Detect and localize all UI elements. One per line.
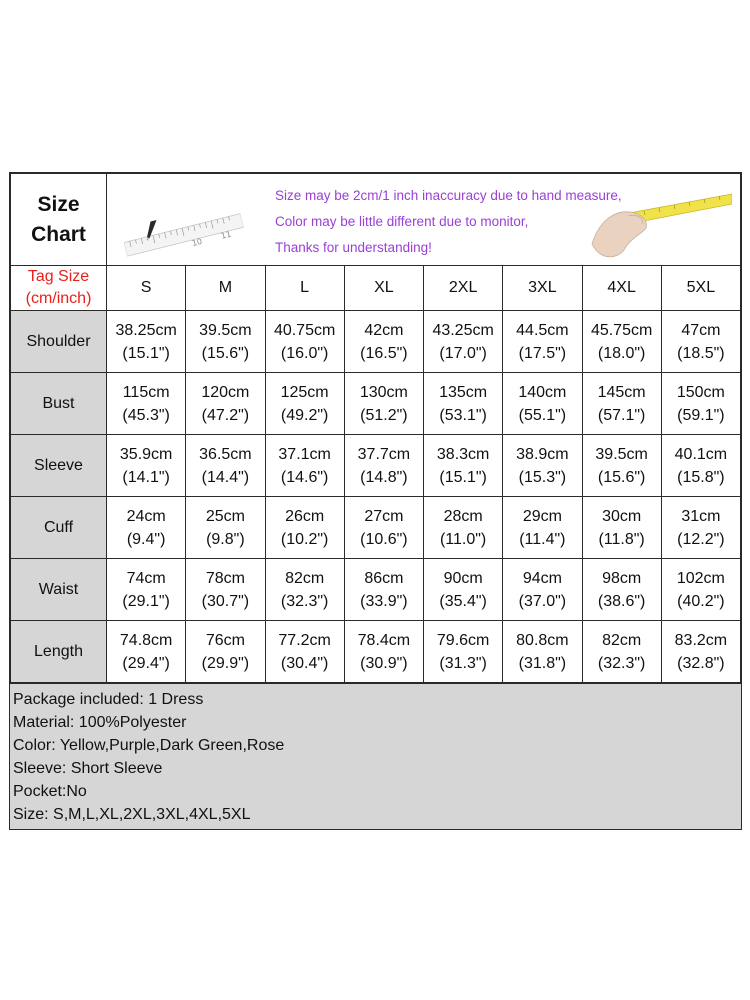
cm-value: 28cm xyxy=(443,507,483,525)
cm-value: 42cm xyxy=(364,321,404,339)
cm-value: 77.2cm xyxy=(278,631,331,649)
measurement-cell xyxy=(344,435,423,497)
info-line: Material: 100%Polyester xyxy=(13,714,187,731)
cm-value: 44.5cm xyxy=(516,321,569,339)
measurement-banner xyxy=(107,174,741,266)
cm-value: 130cm xyxy=(359,383,408,401)
measurement-cell xyxy=(186,559,265,621)
inch-value: (15.6") xyxy=(597,468,646,486)
inch-value: (18.5") xyxy=(677,344,725,362)
tag-size-label xyxy=(11,266,107,311)
row-label-cuff: Cuff xyxy=(11,497,107,559)
inch-value: (14.8") xyxy=(360,468,408,486)
inch-value: (9.8") xyxy=(206,530,245,548)
size-header-m: M xyxy=(186,266,265,311)
cm-value: 80.8cm xyxy=(516,631,569,649)
banner-note-1: Size may be 2cm/1 inch inaccuracy due to hand measure, xyxy=(275,188,622,203)
measurement-cell xyxy=(503,497,582,559)
cm-value: 27cm xyxy=(364,507,404,525)
cm-value: 36.5cm xyxy=(199,445,252,463)
cm-value: 76cm xyxy=(205,631,245,649)
inch-value: (53.1") xyxy=(439,406,487,424)
inch-value: (33.9") xyxy=(360,592,408,610)
cm-value: 45.75cm xyxy=(590,321,653,339)
inch-value: (11.4") xyxy=(519,530,566,548)
inch-value: (47.2") xyxy=(201,406,250,424)
measurement-cell xyxy=(582,373,661,435)
cm-value: 37.1cm xyxy=(278,445,331,463)
measurement-cell xyxy=(265,373,344,435)
inch-value: (31.8") xyxy=(518,654,567,672)
measurement-cell xyxy=(582,435,661,497)
size-header-3xl: 3XL xyxy=(503,266,582,311)
inch-value: (30.4") xyxy=(280,654,329,672)
inch-value: (15.3") xyxy=(518,468,567,486)
cm-value: 38.25cm xyxy=(115,321,177,339)
inch-value: (14.1") xyxy=(122,468,170,486)
size-header-s: S xyxy=(107,266,186,311)
inch-value: (17.5") xyxy=(518,344,567,362)
size-header-xl: XL xyxy=(344,266,423,311)
measurement-cell xyxy=(424,559,503,621)
cm-value: 37.7cm xyxy=(357,445,411,463)
row-label-sleeve: Sleeve xyxy=(11,435,107,497)
measurement-cell xyxy=(582,311,661,373)
cm-value: 140cm xyxy=(518,383,567,401)
cm-value: 82cm xyxy=(285,569,325,587)
measurement-cell xyxy=(265,311,344,373)
table-row xyxy=(11,373,741,435)
measurement-cell xyxy=(582,559,661,621)
row-label-bust: Bust xyxy=(11,373,107,435)
inch-value: (10.2") xyxy=(280,530,329,548)
measurement-cell xyxy=(265,621,344,683)
svg-text:10: 10 xyxy=(190,236,204,249)
cm-value: 29cm xyxy=(522,507,562,525)
cm-value: 74cm xyxy=(126,569,166,587)
inch-value: (29.9") xyxy=(201,654,250,672)
measurement-cell xyxy=(661,373,740,435)
measurement-cell xyxy=(186,497,265,559)
banner-note-3: Thanks for understanding! xyxy=(275,240,432,255)
cm-value: 47cm xyxy=(681,321,721,339)
size-table xyxy=(10,173,741,683)
inch-value: (35.4") xyxy=(439,592,487,610)
info-line: Sleeve: Short Sleeve xyxy=(13,760,163,777)
cm-value: 40.1cm xyxy=(674,445,728,463)
size-header-5xl: 5XL xyxy=(661,266,740,311)
tag-size-line-2: (cm/inch) xyxy=(25,290,92,307)
row-label-length: Length xyxy=(11,621,107,683)
measurement-cell xyxy=(661,621,740,683)
measurement-cell xyxy=(107,559,186,621)
info-line: Package included: 1 Dress xyxy=(13,691,204,708)
inch-value: (12.2") xyxy=(677,530,725,548)
table-row xyxy=(11,497,741,559)
cm-value: 38.3cm xyxy=(436,445,490,463)
size-header-row xyxy=(11,266,741,311)
cm-value: 94cm xyxy=(522,569,562,587)
cm-value: 78cm xyxy=(205,569,245,587)
measurement-cell xyxy=(424,373,503,435)
cm-value: 125cm xyxy=(280,383,329,401)
row-label-waist: Waist xyxy=(11,559,107,621)
inch-value: (10.6") xyxy=(360,530,408,548)
measurement-cell xyxy=(107,497,186,559)
cm-value: 145cm xyxy=(597,383,646,401)
measurement-cell xyxy=(265,435,344,497)
measurement-cell xyxy=(344,373,423,435)
size-chart-title xyxy=(11,174,107,266)
inch-value: (14.6") xyxy=(280,468,329,486)
inch-value: (29.4") xyxy=(122,654,170,672)
cm-value: 74.8cm xyxy=(119,631,173,649)
svg-text:11: 11 xyxy=(220,229,233,241)
measurement-cell xyxy=(265,497,344,559)
info-line: Size: S,M,L,XL,2XL,3XL,4XL,5XL xyxy=(13,806,251,823)
inch-value: (37.0") xyxy=(518,592,567,610)
inch-value: (32.3") xyxy=(280,592,329,610)
cm-value: 26cm xyxy=(285,507,325,525)
inch-value: (45.3") xyxy=(122,406,170,424)
inch-value: (29.1") xyxy=(122,592,170,610)
cm-value: 38.9cm xyxy=(516,445,569,463)
measurement-cell xyxy=(424,497,503,559)
inch-value: (15.6") xyxy=(201,344,250,362)
cm-value: 30cm xyxy=(602,507,642,525)
measurement-cell xyxy=(186,435,265,497)
inch-value: (14.4") xyxy=(201,468,250,486)
inch-value: (11.0") xyxy=(439,530,487,548)
cm-value: 31cm xyxy=(681,507,721,525)
pencil-ruler-icon xyxy=(120,200,245,264)
info-line: Color: Yellow,Purple,Dark Green,Rose xyxy=(13,737,285,754)
inch-value: (11.8") xyxy=(598,530,645,548)
measurement-cell xyxy=(582,497,661,559)
cm-value: 115cm xyxy=(122,383,170,401)
measurement-cell xyxy=(344,559,423,621)
measurement-cell xyxy=(344,311,423,373)
inch-value: (30.9") xyxy=(360,654,408,672)
measurement-cell xyxy=(424,311,503,373)
size-chart-sheet xyxy=(9,172,742,830)
size-header-2xl: 2XL xyxy=(424,266,503,311)
cm-value: 25cm xyxy=(205,507,245,525)
measurement-cell xyxy=(186,621,265,683)
cm-value: 24cm xyxy=(126,507,166,525)
inch-value: (51.2") xyxy=(360,406,408,424)
inch-value: (32.3") xyxy=(597,654,646,672)
measurement-cell xyxy=(503,559,582,621)
cm-value: 40.75cm xyxy=(273,321,336,339)
cm-value: 90cm xyxy=(443,569,483,587)
cm-value: 43.25cm xyxy=(432,321,494,339)
measurement-cell xyxy=(186,311,265,373)
cm-value: 120cm xyxy=(201,383,250,401)
inch-value: (49.2") xyxy=(280,406,329,424)
measurement-cell xyxy=(661,497,740,559)
inch-value: (16.0") xyxy=(280,344,329,362)
inch-value: (17.0") xyxy=(439,344,487,362)
inch-value: (59.1") xyxy=(677,406,725,424)
inch-value: (31.3") xyxy=(439,654,487,672)
cm-value: 82cm xyxy=(602,631,642,649)
inch-value: (9.4") xyxy=(126,530,166,548)
measurement-cell xyxy=(344,497,423,559)
cm-value: 135cm xyxy=(439,383,488,401)
measurement-cell xyxy=(186,373,265,435)
inch-value: (40.2") xyxy=(677,592,725,610)
cm-value: 78.4cm xyxy=(357,631,411,649)
measurement-cell xyxy=(107,621,186,683)
inch-value: (15.8") xyxy=(677,468,725,486)
measurement-cell xyxy=(424,621,503,683)
inch-value: (16.5") xyxy=(360,344,408,362)
row-label-shoulder: Shoulder xyxy=(11,311,107,373)
measurement-cell xyxy=(503,435,582,497)
measurement-cell xyxy=(107,435,186,497)
title-line-1: Size xyxy=(37,192,80,216)
cm-value: 79.6cm xyxy=(436,631,490,649)
cm-value: 102cm xyxy=(676,569,725,587)
inch-value: (18.0") xyxy=(597,344,646,362)
tag-size-line-1: Tag Size xyxy=(27,268,90,285)
size-header-l: L xyxy=(265,266,344,311)
cm-value: 98cm xyxy=(602,569,642,587)
measurement-cell xyxy=(107,373,186,435)
measurement-cell xyxy=(661,435,740,497)
cm-value: 39.5cm xyxy=(199,321,252,339)
cm-value: 39.5cm xyxy=(595,445,648,463)
table-row xyxy=(11,311,741,373)
cm-value: 86cm xyxy=(364,569,404,587)
inch-value: (32.8") xyxy=(677,654,725,672)
measurement-cell xyxy=(265,559,344,621)
measurement-cell xyxy=(503,311,582,373)
inch-value: (30.7") xyxy=(201,592,250,610)
table-row xyxy=(11,621,741,683)
banner-note-2: Color may be little different due to monitor, xyxy=(275,214,529,229)
measurement-cell xyxy=(344,621,423,683)
cm-value: 35.9cm xyxy=(119,445,173,463)
info-line: Pocket:No xyxy=(13,783,87,800)
inch-value: (55.1") xyxy=(518,406,567,424)
measurement-cell xyxy=(503,621,582,683)
measurement-cell xyxy=(661,311,740,373)
measurement-cell xyxy=(661,559,740,621)
measurement-cell xyxy=(503,373,582,435)
table-row xyxy=(11,559,741,621)
title-line-2: Chart xyxy=(31,222,86,246)
measurement-cell xyxy=(582,621,661,683)
measurement-cell xyxy=(424,435,503,497)
product-info-panel xyxy=(10,683,741,829)
inch-value: (57.1") xyxy=(597,406,646,424)
measurement-cell xyxy=(107,311,186,373)
inch-value: (15.1") xyxy=(122,344,170,362)
inch-value: (15.1") xyxy=(439,468,487,486)
cm-value: 150cm xyxy=(676,383,725,401)
measuring-tape-hand-icon xyxy=(584,184,732,262)
header-row xyxy=(11,174,741,266)
inch-value: (38.6") xyxy=(597,592,646,610)
table-row xyxy=(11,435,741,497)
cm-value: 83.2cm xyxy=(674,631,728,649)
size-header-4xl: 4XL xyxy=(582,266,661,311)
